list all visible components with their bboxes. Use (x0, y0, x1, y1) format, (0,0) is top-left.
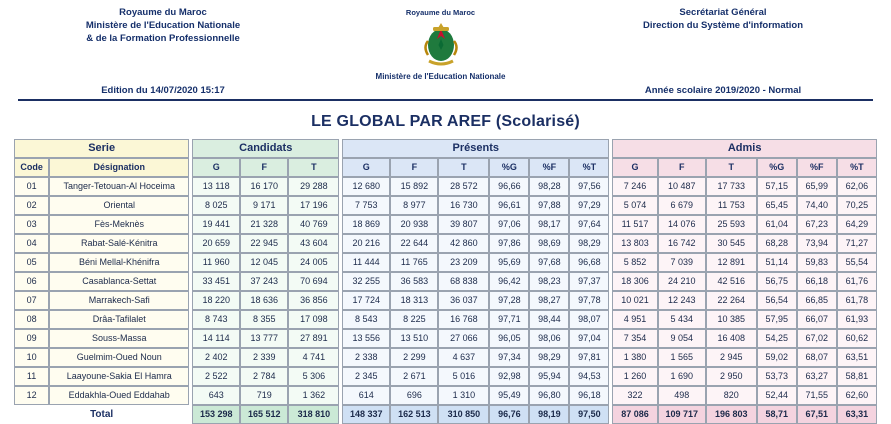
cell-pres-pct-f: 96,80 (529, 386, 569, 405)
cell-code: 08 (14, 310, 49, 329)
cell-pres-t: 28 572 (438, 177, 489, 196)
cell-admis-pct-t: 61,78 (837, 291, 877, 310)
cell-cand-t: 70 694 (288, 272, 339, 291)
cell-cand-f: 21 328 (240, 215, 288, 234)
cell-admis-t: 16 408 (706, 329, 757, 348)
cell-cand-f: 2 784 (240, 367, 288, 386)
cell-code: 11 (14, 367, 49, 386)
total-admis-pct-g: 58,71 (757, 405, 797, 424)
header-left-line2: Ministère de l'Education Nationale (85, 20, 241, 31)
cell-designation: Laayoune-Sakia El Hamra (49, 367, 189, 386)
cell-cand-t: 17 098 (288, 310, 339, 329)
results-table (14, 139, 877, 424)
cell-pres-pct-g: 97,28 (489, 291, 529, 310)
cell-pres-pct-f: 98,44 (529, 310, 569, 329)
cell-cand-t: 36 856 (288, 291, 339, 310)
col-pres-g: G (342, 158, 390, 177)
header-right-block (573, 6, 873, 32)
cell-cand-g: 8 025 (192, 196, 240, 215)
col-pres-pct-t: %T (569, 158, 609, 177)
cell-admis-f: 24 210 (658, 272, 706, 291)
cell-admis-pct-f: 66,85 (797, 291, 837, 310)
cell-admis-pct-g: 61,04 (757, 215, 797, 234)
cell-pres-f: 22 644 (390, 234, 438, 253)
cell-admis-f: 10 487 (658, 177, 706, 196)
col-pres-f: F (390, 158, 438, 177)
cell-admis-t: 2 945 (706, 348, 757, 367)
cell-pres-t: 16 768 (438, 310, 489, 329)
cell-cand-g: 33 451 (192, 272, 240, 291)
cell-cand-f: 16 170 (240, 177, 288, 196)
cell-pres-t: 1 310 (438, 386, 489, 405)
cell-pres-g: 32 255 (342, 272, 390, 291)
cell-pres-pct-t: 97,29 (569, 196, 609, 215)
total-pres-t: 310 850 (438, 405, 489, 424)
col-admis-pct-f: %F (797, 158, 837, 177)
cell-pres-pct-f: 98,23 (529, 272, 569, 291)
cell-admis-pct-f: 73,94 (797, 234, 837, 253)
column-header-row (14, 158, 877, 177)
cell-cand-g: 8 743 (192, 310, 240, 329)
cell-pres-pct-f: 98,27 (529, 291, 569, 310)
table-row[interactable] (14, 177, 877, 196)
total-admis-f: 109 717 (658, 405, 706, 424)
table-body (14, 177, 877, 424)
cell-admis-f: 12 243 (658, 291, 706, 310)
cell-pres-t: 68 838 (438, 272, 489, 291)
morocco-coat-of-arms-icon (420, 19, 462, 69)
cell-cand-t: 29 288 (288, 177, 339, 196)
cell-admis-g: 4 951 (612, 310, 657, 329)
cell-cand-g: 13 118 (192, 177, 240, 196)
col-cand-g: G (192, 158, 240, 177)
cell-designation: Marrakech-Safi (49, 291, 189, 310)
cell-code: 09 (14, 329, 49, 348)
total-pres-pct-t: 97,50 (569, 405, 609, 424)
cell-pres-pct-t: 97,04 (569, 329, 609, 348)
cell-pres-pct-f: 98,29 (529, 348, 569, 367)
cell-code: 12 (14, 386, 49, 405)
cell-pres-g: 11 444 (342, 253, 390, 272)
cell-admis-pct-t: 60,62 (837, 329, 877, 348)
cell-designation: Drâa-Tafilalet (49, 310, 189, 329)
cell-pres-pct-g: 96,61 (489, 196, 529, 215)
cell-cand-f: 8 355 (240, 310, 288, 329)
cell-admis-pct-t: 55,54 (837, 253, 877, 272)
header-left-block (18, 6, 308, 45)
cell-pres-pct-f: 97,88 (529, 196, 569, 215)
cell-admis-t: 30 545 (706, 234, 757, 253)
cell-admis-g: 10 021 (612, 291, 657, 310)
cell-designation: Souss-Massa (49, 329, 189, 348)
cell-pres-pct-g: 97,06 (489, 215, 529, 234)
cell-admis-g: 18 306 (612, 272, 657, 291)
cell-admis-pct-g: 51,14 (757, 253, 797, 272)
cell-cand-f: 12 045 (240, 253, 288, 272)
cell-pres-t: 39 807 (438, 215, 489, 234)
cell-cand-g: 20 659 (192, 234, 240, 253)
cell-pres-pct-f: 98,69 (529, 234, 569, 253)
col-pres-t: T (438, 158, 489, 177)
cell-admis-pct-t: 71,27 (837, 234, 877, 253)
cell-cand-f: 2 339 (240, 348, 288, 367)
cell-admis-t: 25 593 (706, 215, 757, 234)
cell-admis-f: 5 434 (658, 310, 706, 329)
cell-cand-f: 22 945 (240, 234, 288, 253)
cell-admis-pct-f: 59,83 (797, 253, 837, 272)
total-cand-g: 153 298 (192, 405, 240, 424)
cell-pres-f: 8 977 (390, 196, 438, 215)
cell-admis-pct-t: 61,93 (837, 310, 877, 329)
header-right-line2: Direction du Système d'information (642, 20, 804, 31)
table-row[interactable] (14, 253, 877, 272)
total-cand-f: 165 512 (240, 405, 288, 424)
cell-cand-t: 1 362 (288, 386, 339, 405)
header-center-line1: Royaume du Maroc (405, 8, 476, 17)
cell-cand-g: 19 441 (192, 215, 240, 234)
cell-code: 02 (14, 196, 49, 215)
total-admis-pct-f: 67,51 (797, 405, 837, 424)
cell-cand-t: 43 604 (288, 234, 339, 253)
cell-pres-t: 42 860 (438, 234, 489, 253)
cell-pres-g: 17 724 (342, 291, 390, 310)
group-header-serie: Serie (14, 139, 189, 158)
cell-admis-pct-f: 67,02 (797, 329, 837, 348)
cell-pres-pct-g: 97,34 (489, 348, 529, 367)
cell-admis-g: 5 852 (612, 253, 657, 272)
cell-admis-f: 6 679 (658, 196, 706, 215)
col-designation: Désignation (49, 158, 189, 177)
table-row[interactable] (14, 291, 877, 310)
total-admis-pct-t: 63,31 (837, 405, 877, 424)
cell-cand-t: 40 769 (288, 215, 339, 234)
cell-pres-g: 614 (342, 386, 390, 405)
cell-admis-g: 11 517 (612, 215, 657, 234)
cell-cand-t: 4 741 (288, 348, 339, 367)
cell-admis-t: 820 (706, 386, 757, 405)
cell-cand-f: 18 636 (240, 291, 288, 310)
cell-cand-g: 14 114 (192, 329, 240, 348)
col-admis-t: T (706, 158, 757, 177)
cell-pres-pct-t: 94,53 (569, 367, 609, 386)
page-title: LE GLOBAL PAR AREF (Scolarisé) (311, 113, 580, 130)
table-container (0, 139, 891, 424)
table-row[interactable] (14, 196, 877, 215)
col-pres-pct-f: %F (529, 158, 569, 177)
cell-admis-pct-f: 71,55 (797, 386, 837, 405)
cell-admis-f: 16 742 (658, 234, 706, 253)
cell-cand-f: 719 (240, 386, 288, 405)
header-center-line2: Ministère de l'Education Nationale (375, 72, 506, 81)
cell-code: 10 (14, 348, 49, 367)
col-admis-pct-t: %T (837, 158, 877, 177)
cell-pres-pct-g: 96,42 (489, 272, 529, 291)
cell-designation: Rabat-Salé-Kénitra (49, 234, 189, 253)
cell-pres-pct-g: 96,05 (489, 329, 529, 348)
cell-cand-g: 11 960 (192, 253, 240, 272)
cell-admis-t: 10 385 (706, 310, 757, 329)
report-header (0, 0, 891, 81)
cell-pres-t: 23 209 (438, 253, 489, 272)
cell-admis-t: 2 950 (706, 367, 757, 386)
cell-admis-g: 5 074 (612, 196, 657, 215)
total-pres-pct-f: 98,19 (529, 405, 569, 424)
cell-pres-pct-g: 95,69 (489, 253, 529, 272)
cell-admis-pct-t: 70,25 (837, 196, 877, 215)
cell-designation: Béni Mellal-Khénifra (49, 253, 189, 272)
report-subheader (0, 81, 891, 96)
cell-admis-t: 11 753 (706, 196, 757, 215)
cell-cand-g: 18 220 (192, 291, 240, 310)
cell-pres-pct-g: 97,71 (489, 310, 529, 329)
cell-admis-t: 12 891 (706, 253, 757, 272)
cell-admis-g: 7 354 (612, 329, 657, 348)
cell-cand-t: 27 891 (288, 329, 339, 348)
cell-admis-t: 22 264 (706, 291, 757, 310)
cell-pres-f: 15 892 (390, 177, 438, 196)
cell-admis-g: 7 246 (612, 177, 657, 196)
cell-admis-pct-g: 53,73 (757, 367, 797, 386)
col-pres-pct-g: %G (489, 158, 529, 177)
cell-admis-pct-g: 52,44 (757, 386, 797, 405)
cell-code: 05 (14, 253, 49, 272)
cell-pres-pct-g: 96,66 (489, 177, 529, 196)
col-admis-g: G (612, 158, 657, 177)
total-label: Total (14, 405, 189, 424)
header-divider (18, 99, 873, 101)
cell-admis-pct-t: 58,81 (837, 367, 877, 386)
cell-admis-t: 42 516 (706, 272, 757, 291)
cell-pres-pct-t: 97,64 (569, 215, 609, 234)
cell-pres-g: 2 338 (342, 348, 390, 367)
cell-admis-pct-g: 68,28 (757, 234, 797, 253)
col-admis-pct-g: %G (757, 158, 797, 177)
cell-cand-t: 5 306 (288, 367, 339, 386)
cell-admis-pct-f: 63,27 (797, 367, 837, 386)
cell-designation: Eddakhla-Oued Eddahab (49, 386, 189, 405)
cell-admis-pct-g: 56,54 (757, 291, 797, 310)
cell-pres-pct-t: 97,78 (569, 291, 609, 310)
cell-pres-g: 13 556 (342, 329, 390, 348)
cell-cand-t: 17 196 (288, 196, 339, 215)
cell-admis-f: 9 054 (658, 329, 706, 348)
cell-pres-f: 13 510 (390, 329, 438, 348)
cell-admis-pct-f: 68,07 (797, 348, 837, 367)
cell-admis-pct-t: 61,76 (837, 272, 877, 291)
cell-pres-f: 36 583 (390, 272, 438, 291)
cell-admis-pct-f: 66,18 (797, 272, 837, 291)
cell-code: 01 (14, 177, 49, 196)
table-row[interactable] (14, 272, 877, 291)
table-row[interactable] (14, 329, 877, 348)
cell-pres-t: 27 066 (438, 329, 489, 348)
cell-pres-pct-g: 97,86 (489, 234, 529, 253)
group-header-presents: Présents (342, 139, 609, 158)
col-cand-f: F (240, 158, 288, 177)
group-header-admis: Admis (612, 139, 877, 158)
cell-admis-g: 1 380 (612, 348, 657, 367)
cell-pres-f: 696 (390, 386, 438, 405)
table-row[interactable] (14, 367, 877, 386)
cell-pres-pct-g: 92,98 (489, 367, 529, 386)
cell-pres-pct-t: 97,81 (569, 348, 609, 367)
cell-admis-pct-t: 62,06 (837, 177, 877, 196)
header-right-line1: Secrétariat Général (679, 7, 767, 18)
cell-admis-f: 1 690 (658, 367, 706, 386)
cell-admis-pct-f: 67,23 (797, 215, 837, 234)
cell-pres-pct-f: 98,06 (529, 329, 569, 348)
header-center-block (346, 6, 536, 81)
cell-pres-t: 36 037 (438, 291, 489, 310)
table-head (14, 139, 877, 177)
cell-admis-pct-g: 54,25 (757, 329, 797, 348)
cell-cand-f: 13 777 (240, 329, 288, 348)
cell-admis-pct-g: 57,95 (757, 310, 797, 329)
cell-cand-g: 2 402 (192, 348, 240, 367)
edition-date: Edition du 14/07/2020 15:17 (101, 85, 225, 96)
header-left-line1: Royaume du Maroc (119, 7, 207, 18)
cell-pres-pct-t: 98,29 (569, 234, 609, 253)
cell-admis-pct-g: 56,75 (757, 272, 797, 291)
cell-pres-pct-f: 95,94 (529, 367, 569, 386)
cell-pres-g: 18 869 (342, 215, 390, 234)
cell-admis-pct-t: 64,29 (837, 215, 877, 234)
total-pres-pct-g: 96,76 (489, 405, 529, 424)
total-pres-g: 148 337 (342, 405, 390, 424)
cell-pres-f: 8 225 (390, 310, 438, 329)
cell-admis-f: 498 (658, 386, 706, 405)
cell-admis-f: 1 565 (658, 348, 706, 367)
cell-pres-f: 18 313 (390, 291, 438, 310)
table-row[interactable] (14, 348, 877, 367)
cell-cand-f: 9 171 (240, 196, 288, 215)
cell-designation: Oriental (49, 196, 189, 215)
cell-admis-f: 7 039 (658, 253, 706, 272)
group-header-row (14, 139, 877, 158)
cell-admis-pct-g: 65,45 (757, 196, 797, 215)
cell-pres-g: 20 216 (342, 234, 390, 253)
table-row[interactable] (14, 234, 877, 253)
cell-admis-g: 322 (612, 386, 657, 405)
cell-pres-g: 8 543 (342, 310, 390, 329)
cell-pres-g: 2 345 (342, 367, 390, 386)
total-admis-t: 196 803 (706, 405, 757, 424)
cell-admis-t: 17 733 (706, 177, 757, 196)
group-header-candidats: Candidats (192, 139, 339, 158)
cell-admis-g: 1 260 (612, 367, 657, 386)
col-cand-t: T (288, 158, 339, 177)
total-admis-g: 87 086 (612, 405, 657, 424)
cell-admis-g: 13 803 (612, 234, 657, 253)
header-left-line3: & de la Formation Professionnelle (86, 33, 240, 44)
cell-pres-pct-f: 98,28 (529, 177, 569, 196)
cell-admis-f: 14 076 (658, 215, 706, 234)
cell-pres-pct-t: 97,37 (569, 272, 609, 291)
cell-pres-g: 12 680 (342, 177, 390, 196)
cell-designation: Fès-Meknès (49, 215, 189, 234)
total-cand-t: 318 810 (288, 405, 339, 424)
cell-admis-pct-f: 66,07 (797, 310, 837, 329)
cell-pres-pct-g: 95,49 (489, 386, 529, 405)
cell-pres-pct-t: 97,56 (569, 177, 609, 196)
cell-pres-t: 5 016 (438, 367, 489, 386)
cell-pres-pct-t: 98,07 (569, 310, 609, 329)
cell-designation: Guelmim-Oued Noun (49, 348, 189, 367)
cell-pres-t: 16 730 (438, 196, 489, 215)
cell-admis-pct-g: 59,02 (757, 348, 797, 367)
cell-cand-f: 37 243 (240, 272, 288, 291)
cell-code: 07 (14, 291, 49, 310)
cell-pres-pct-t: 96,18 (569, 386, 609, 405)
table-row[interactable] (14, 386, 877, 405)
cell-pres-f: 2 671 (390, 367, 438, 386)
cell-designation: Tanger-Tetouan-Al Hoceima (49, 177, 189, 196)
cell-pres-f: 11 765 (390, 253, 438, 272)
cell-cand-g: 643 (192, 386, 240, 405)
cell-pres-t: 4 637 (438, 348, 489, 367)
cell-admis-pct-t: 63,51 (837, 348, 877, 367)
cell-pres-g: 7 753 (342, 196, 390, 215)
col-code: Code (14, 158, 49, 177)
cell-pres-pct-f: 97,68 (529, 253, 569, 272)
cell-pres-f: 2 299 (390, 348, 438, 367)
cell-pres-pct-f: 98,17 (529, 215, 569, 234)
cell-code: 03 (14, 215, 49, 234)
total-pres-f: 162 513 (390, 405, 438, 424)
cell-admis-pct-t: 62,60 (837, 386, 877, 405)
cell-cand-t: 24 005 (288, 253, 339, 272)
cell-admis-pct-g: 57,15 (757, 177, 797, 196)
cell-cand-g: 2 522 (192, 367, 240, 386)
table-row[interactable] (14, 215, 877, 234)
cell-admis-pct-f: 74,40 (797, 196, 837, 215)
col-admis-f: F (658, 158, 706, 177)
cell-designation: Casablanca-Settat (49, 272, 189, 291)
cell-code: 06 (14, 272, 49, 291)
cell-pres-pct-t: 96,68 (569, 253, 609, 272)
table-row[interactable] (14, 310, 877, 329)
cell-code: 04 (14, 234, 49, 253)
school-year: Année scolaire 2019/2020 - Normal (644, 85, 802, 96)
cell-admis-pct-f: 65,99 (797, 177, 837, 196)
cell-pres-f: 20 938 (390, 215, 438, 234)
